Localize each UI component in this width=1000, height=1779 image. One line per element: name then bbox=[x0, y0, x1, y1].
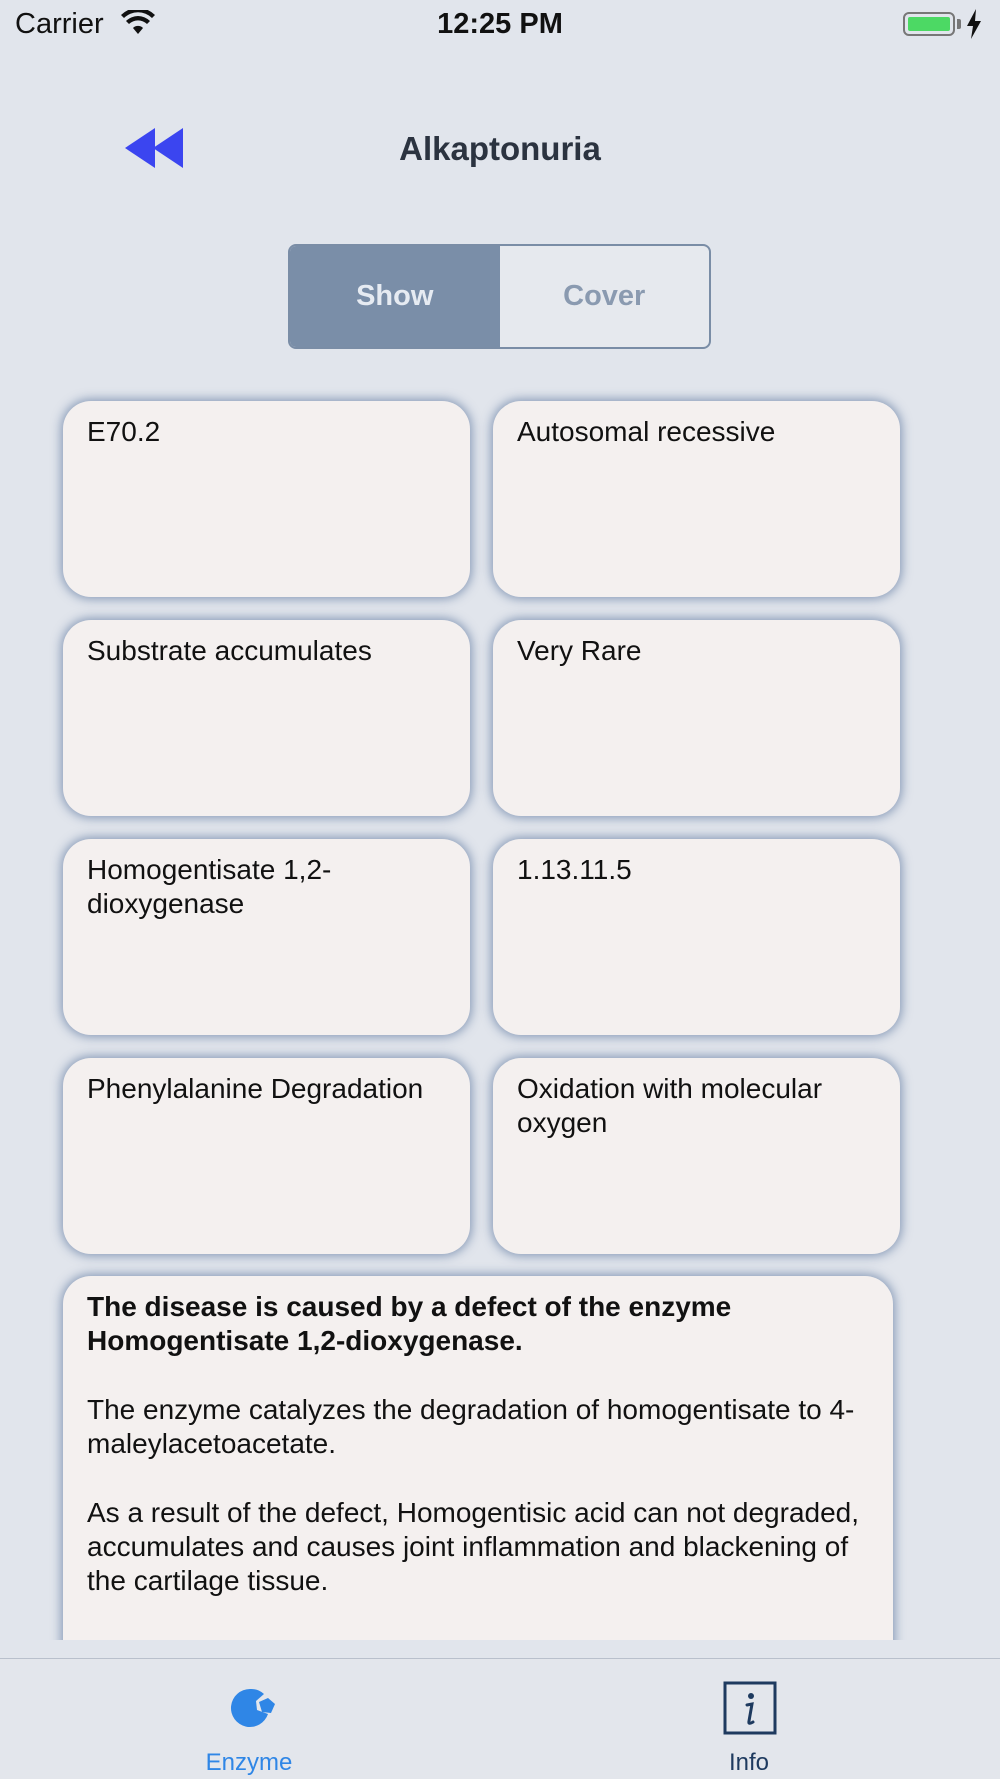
status-bar bbox=[0, 0, 1000, 50]
charging-bolt-icon bbox=[966, 9, 982, 39]
card-inheritance[interactable]: Autosomal recessive bbox=[493, 401, 900, 597]
enzyme-icon bbox=[223, 1681, 277, 1735]
battery-tip bbox=[957, 19, 961, 29]
info-icon bbox=[723, 1681, 777, 1735]
description-paragraph: The enzyme catalyzes the degradation of homogentisate to 4-maleylacetoacetate. bbox=[87, 1394, 855, 1459]
description-heading: The disease is caused by a defect of the enzyme Homogentisate 1,2-dioxygenase. bbox=[87, 1291, 732, 1356]
description-paragraph: As a result of the defect, Homogentisic acid can not degraded, accumulates and causes joint inflammation and blackening of the cartilage tissue. bbox=[87, 1497, 860, 1596]
tab-info[interactable] bbox=[649, 1659, 849, 1779]
carrier-label: Carrier bbox=[15, 8, 104, 40]
status-time: 12:25 PM bbox=[437, 8, 563, 40]
page-title: Alkaptonuria bbox=[399, 130, 601, 167]
card-ec-number[interactable]: 1.13.11.5 bbox=[493, 839, 900, 1035]
description-card bbox=[63, 1276, 893, 1656]
segment-cover[interactable]: Cover bbox=[563, 280, 646, 312]
card-frequency[interactable]: Very Rare bbox=[493, 620, 900, 816]
card-enzyme-name[interactable]: Homogentisate 1,2-dioxygenase bbox=[63, 839, 470, 1035]
card-effect[interactable]: Substrate accumulates bbox=[63, 620, 470, 816]
tab-bar bbox=[0, 1658, 1000, 1779]
card-reaction-type[interactable]: Oxidation with molecular oxygen bbox=[493, 1058, 900, 1254]
tab-enzyme[interactable] bbox=[149, 1659, 349, 1779]
scroll-clip bbox=[0, 1640, 1000, 1660]
battery-icon bbox=[903, 12, 955, 36]
tab-label: Enzyme bbox=[205, 1749, 293, 1776]
card-icd-code[interactable]: E70.2 bbox=[63, 401, 470, 597]
navigation-bar bbox=[80, 100, 920, 200]
segment-show[interactable]: Show bbox=[290, 246, 500, 347]
show-cover-segmented-control bbox=[288, 244, 711, 349]
card-pathway[interactable]: Phenylalanine Degradation bbox=[63, 1058, 470, 1254]
tab-label: Info bbox=[728, 1749, 770, 1776]
